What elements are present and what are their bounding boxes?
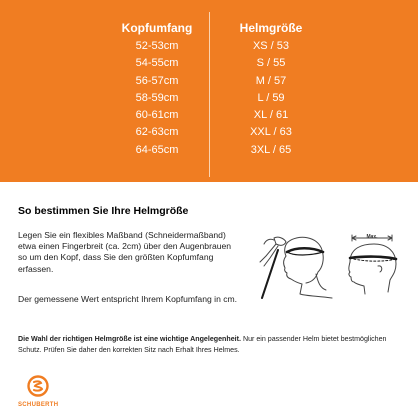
- helmet-size-cell: 3XL / 65: [250, 143, 292, 156]
- helmet-size-cell: XS / 53: [252, 40, 290, 52]
- circumference-cell: 58-59cm: [135, 91, 179, 104]
- helmet-size-cell: XXL / 63: [250, 126, 292, 139]
- measuring-head-illustration: [236, 228, 338, 300]
- helmet-size-cell: L / 59: [257, 91, 285, 104]
- helmet-size-cell: XL / 61: [253, 109, 289, 122]
- circumference-cell: 60-61cm: [135, 109, 179, 122]
- circumference-cell: 56-57cm: [135, 74, 179, 87]
- helmet-size-cell: S / 55: [256, 57, 286, 70]
- guide-paragraph-1: Legen Sie ein flexibles Maßband (Schneidermaßband) etwa einen Fingerbreit (ca. 2cm) über den Augenbrauen so um den Kopf, dass Sie den größten Kopfumfang erfassen.: [18, 230, 232, 274]
- helmet-size-cell: M / 57: [255, 74, 287, 87]
- circumference-cell: 64-65cm: [135, 143, 179, 156]
- circumference-cell: 52-53cm: [135, 40, 179, 52]
- fit-note-text: Nur ein passender Helm bietet bestmöglichen Schutz. Prüfen Sie daher den korrekten Sitz nach Erhalt Ihres Helmes.: [18, 335, 387, 354]
- circumference-cell: 54-55cm: [135, 57, 179, 70]
- guide-title: So bestimmen Sie Ihre Helmgröße: [18, 205, 189, 217]
- guide-paragraph-2: Der gemessene Wert entspricht Ihrem Kopfumfang in cm.: [18, 294, 238, 304]
- schuberth-logo: [18, 375, 58, 409]
- schuberth-logo-icon: [27, 375, 49, 397]
- max-label: Max.: [366, 234, 378, 241]
- brand-name: SCHUBERTH: [18, 402, 59, 408]
- circumference-cell: 62-63cm: [135, 126, 179, 139]
- fit-note-bold: Die Wahl der richtigen Helmgröße ist eine wichtige Angelegenheit.: [18, 335, 241, 343]
- helmet-size-column: [196, 18, 346, 159]
- head-profile-illustration: [338, 232, 408, 300]
- head-circumference-header: Kopfumfang: [121, 21, 193, 35]
- fit-note: [18, 334, 404, 355]
- helmet-size-header: Helmgröße: [239, 21, 303, 35]
